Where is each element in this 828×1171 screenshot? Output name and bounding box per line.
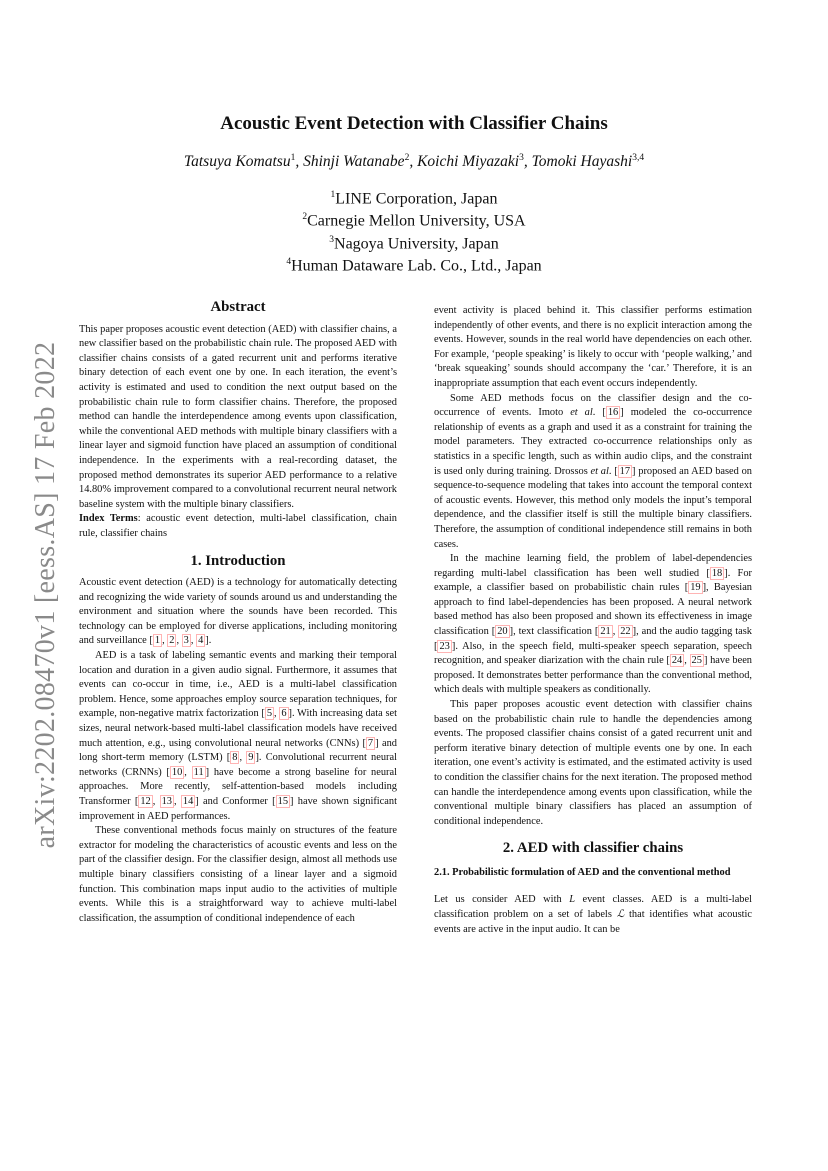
intro-paragraph-7 [434, 698, 752, 829]
text-run: These conventional methods focus mainly on structures of the feature extractor for modeling the characteristics of acoustic events and less on the part of the classifier design. For the classifier design, almost all methods use multiple binary classifiers consisting of a linear layer and a sigmoid function. This combination maps input audio to the activities of multiple events. While this is a straightforward way to achieve multi-label classification, the assumption of conditional independence of each [79, 825, 397, 924]
intro-paragraph-6 [434, 552, 752, 698]
text-run: , [162, 635, 168, 647]
text-run: , [176, 635, 182, 647]
citation-link[interactable]: 4 [198, 635, 204, 647]
right-column [434, 304, 752, 937]
affiliation: $^4$Human Dataware Lab. Co., Ltd., Japan [286, 256, 542, 275]
text-run: , [190, 635, 197, 647]
text-run: ]. Convolutional recurrent neural networks (CRNNs) [ [79, 752, 397, 778]
text-run: Some AED methods focus on the classifier design and the co-occurrence of events. Imoto [434, 392, 752, 419]
text-run: AED is a task of labeling semantic events and marking their temporal location and duration in a given audio signal. Furthermore, it assumes that events can co-occur in time, i.e., AED is a multi-label classification problem. Hence, some approaches employ source separation techniques, for example, non-negative matrix factorization [ [79, 650, 397, 720]
italic-text: et al [590, 465, 609, 477]
paper-title: Acoustic Event Detection with Classifier Chains [220, 113, 608, 134]
text-run: , [239, 752, 247, 764]
citation-link[interactable]: 1 [154, 635, 161, 647]
author: Shinji Watanabe$^2$, [303, 153, 418, 171]
citation-link[interactable]: 24 [671, 655, 683, 667]
text-run: ]. With increasing data set sizes, neural network-based multi-label classification models have received much attention, e.g., using convolutional neural networks (CNNs) [ [79, 708, 397, 749]
text-run: event activity is placed behind it. This classifier performs estimation independently of other events, and there is no explicit interaction among the events. However, sounds in the real world have dependencies on each other. For example, ‘people speaking’ is likely to occur with ‘people walking,’ and ‘break squeaking’ sounds should accompany the ‘car.’ Therefore, it is an inappropriate assumption that each event occurs independently. [434, 305, 752, 389]
citation-link[interactable]: 5 [266, 708, 273, 720]
text-run: This paper proposes acoustic event detection with classifier chains based on the probabilistic chain rule to handle the dependencies among events. The proposed classifier chains consist of a gated recurrent unit and perform iterative binary detection of multiple events one by one. In each iteration, one event’s activity is estimated, and the estimated activity is used to condition the classifier chains for the next iteration. The proposed method can handle the interdependence among events upon classification, while the conventional multiple binary classifiers has placed an assumption of conditional independence. [434, 699, 752, 827]
text-run: In the machine learning field, the problem of label-dependencies regarding multi-label classification has been well studied [ [434, 553, 752, 579]
text-run: . [ [592, 407, 606, 419]
author: Koichi Miyazaki$^3$, [417, 153, 532, 171]
intro-paragraph-5 [434, 392, 752, 553]
citation-link[interactable]: 2 [169, 635, 175, 647]
citation-link[interactable]: 7 [367, 737, 374, 749]
citation-link[interactable]: 13 [161, 796, 172, 807]
citation-link[interactable]: 21 [600, 626, 611, 638]
index-terms-label: Index Terms [79, 513, 138, 525]
introduction-heading: 1. Introduction [190, 552, 286, 569]
citation-link[interactable]: 18 [711, 567, 723, 579]
citation-link[interactable]: 6 [281, 708, 287, 720]
citation-link[interactable]: 19 [690, 582, 701, 594]
citation-link[interactable]: 25 [691, 655, 702, 667]
italic-text: ℒ [616, 909, 625, 921]
arxiv-identifier[interactable]: arXiv:2202.08470v1 [eess.AS] 17 Feb 2022 [30, 341, 61, 849]
italic-text: L [569, 894, 575, 906]
text-run: ] and Conformer [ [195, 796, 276, 807]
citation-link[interactable]: 8 [232, 752, 238, 764]
text-run: ]. Also, in the speech field, multi-speaker speech separation, speech recognition, and speaker diarization with the chain rule [ [434, 640, 752, 667]
intro-paragraph-2 [79, 649, 397, 824]
citation-link[interactable]: 14 [182, 796, 194, 807]
citation-link[interactable]: 15 [277, 796, 289, 807]
text-run: ] and long short-term memory (LSTM) [ [79, 737, 397, 764]
intro-paragraph-4 [434, 304, 752, 392]
arxiv-watermark [16, 300, 76, 890]
section-2-heading: 2. AED with classifier chains [502, 840, 684, 857]
citation-link[interactable]: 20 [497, 626, 508, 638]
index-terms-text: : acoustic event detection, multi-label classification, chain rule, classifier chains [79, 513, 397, 539]
section-2-paragraph-1 [434, 893, 752, 937]
intro-paragraph-3 [79, 824, 397, 926]
text-run: , [684, 655, 690, 667]
text-run: , [274, 708, 280, 720]
author: Tomoki Hayashi$^{3,4}$ [531, 153, 645, 171]
intro-paragraph-1 [79, 576, 397, 649]
text-run: . [ [608, 465, 618, 477]
citation-link[interactable]: 23 [439, 640, 450, 652]
text-run: ], and the audio tagging task [ [434, 626, 752, 652]
text-run: ], Bayesian approach to find label-dependencies has been proposed. A neural network based method has also been proposed and shown its effectiveness in image classification [ [434, 582, 753, 638]
affiliation-list [0, 186, 828, 275]
citation-link[interactable]: 11 [193, 766, 204, 778]
text-run: ] have been proposed. It demonstrates better performance than the conventional method, which deals with multiple speakers as conditionally. [434, 655, 752, 696]
text-run: ]. [205, 635, 212, 647]
subsection-2-1-heading: 2.1. Probabilistic formulation of AED and the conventional method [434, 866, 731, 878]
affiliation: $^2$Carnegie Mellon University, USA [302, 212, 526, 230]
text-run: that identifies what acoustic events are active in the input audio. It can be [434, 909, 752, 935]
citation-link[interactable]: 16 [607, 407, 619, 419]
citation-link[interactable]: 17 [619, 465, 631, 477]
text-run: Let us consider AED with [434, 894, 570, 906]
text-run: , [173, 796, 181, 807]
abstract-heading: Abstract [210, 299, 266, 315]
abstract-text: This paper proposes acoustic event detection (AED) with classifier chains, a new classifier based on the probabilistic chain rule. The proposed AED with classifier chains consists of a gated recurrent unit and performs iterative binary detection of each event one by one. In each iteration, the event’s activity is estimated and used to condition the next output based on the probabilistic chain rule to form classifier chains. Therefore, the proposed method can handle the interdependence among events upon classification, while the conventional AED methods with multiple binary classifiers with a linear layer and sigmoid function have placed an assumption of conditional independence. In the experiments with a real-recording dataset, the proposed method demonstrates its superior AED performance to a relative 14.80% improvement compared to a convolutional recurrent neural network baseline system with the multiple binary classifiers. [79, 323, 397, 510]
text-run: , [612, 626, 619, 638]
affiliation: $^1$LINE Corporation, Japan [330, 190, 498, 208]
citation-link[interactable]: 3 [183, 635, 189, 647]
text-run: , [184, 766, 192, 778]
text-run: ]. For example, a classifier based on probabilistic chain rules [ [434, 567, 752, 594]
text-run: ] proposed an AED based on sequence-to-sequence modeling that takes into account the temporal context of acoustic events. However, this method only models the input’s temporal dependence, and the classifier itself is still the multiple binary classifiers. Therefore, the assumption of conditional independence still remains in both cases. [434, 465, 752, 550]
author: Tatsuya Komatsu$^1$, [183, 153, 304, 171]
left-column [79, 300, 397, 926]
citation-link[interactable]: 9 [248, 752, 254, 764]
text-run: ], text classification [ [509, 626, 599, 638]
text-run: event classes. AED is a multi-label classification problem on a set of labels [434, 894, 753, 921]
author-list [0, 153, 828, 171]
text-run: ] have shown significant improvement in AED performances. [79, 796, 397, 822]
citation-link[interactable]: 10 [171, 766, 183, 778]
index-terms [79, 512, 397, 541]
text-run: , [152, 796, 160, 807]
citation-link[interactable]: 12 [140, 796, 151, 807]
text-run: ] modeled the co-occurrence relationship of events as a graph and used it as a constraint for training the model parameters. They extracted co-occurrence relationships only as statistics in a specific length, such as within audio clips, and the constraint is used only during training. Drossos [434, 407, 753, 477]
citation-link[interactable]: 22 [620, 626, 631, 638]
text-run: Acoustic event detection (AED) is a technology for automatically detecting and recognizing the wide variety of sounds around us and understanding the environment and situation where the sounds have been recorded. This technology can be employed for diverse applications, including monitoring and surveillance [ [79, 577, 397, 647]
italic-text: et al [570, 407, 593, 419]
affiliation: $^3$Nagoya University, Japan [329, 234, 499, 252]
text-run: ] have become a strong baseline for neural approaches. More recently, self-attention-based models including Transformer [ [79, 766, 397, 807]
